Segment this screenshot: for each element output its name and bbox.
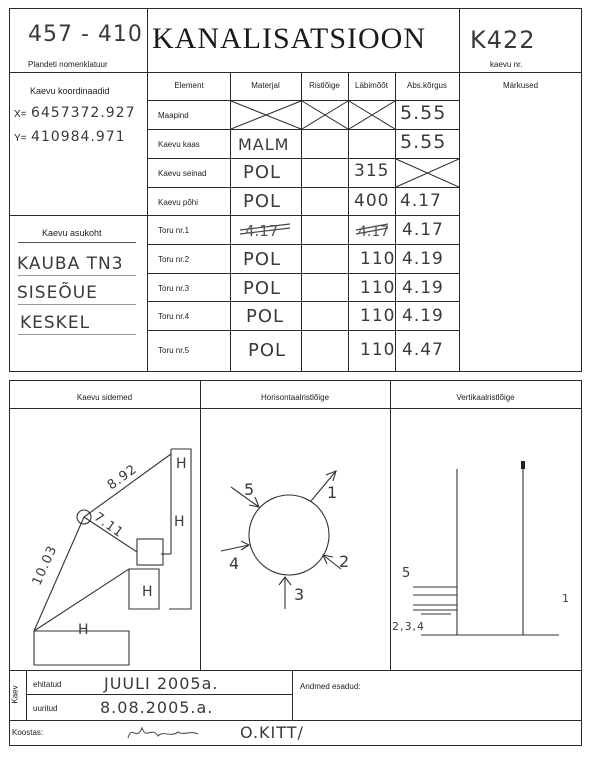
location-line-2: SISEÕUE (17, 283, 98, 303)
footer-section (0, 670, 594, 779)
vertical-label-1: 1 (562, 592, 570, 605)
row-label-pipe-4: Toru nr.4 (158, 312, 190, 321)
cell-pipe2-height: 4.19 (402, 249, 444, 269)
cell-bottom-height: 4.17 (400, 191, 442, 211)
tie-dim-3: 10.03 (29, 543, 61, 588)
cell-pipe5-diameter: 110 (360, 340, 396, 360)
building-letter-1: H (176, 456, 188, 472)
row-label-pipe-1: Toru nr.1 (158, 226, 190, 235)
pipe-label-1: 1 (327, 483, 339, 502)
data-provided-label: Andmed esadud: (300, 682, 361, 691)
inspector-name: O.KITT/ (240, 723, 304, 742)
row-label-pipe-5: Toru nr.5 (158, 346, 190, 355)
ties-sketch (9, 409, 200, 669)
pipe-label-4: 4 (229, 554, 241, 573)
header-section: Ristlõige (309, 81, 340, 90)
svg-text:4.17: 4.17 (358, 224, 390, 240)
element-table (148, 72, 582, 372)
coordinate-y-value: 410984.971 (30, 129, 126, 145)
cell-bottom-material: POL (243, 191, 282, 212)
header-element: Element (174, 81, 204, 90)
coordinate-x: X= 6457372.927 (14, 105, 136, 121)
cell-pipe3-height: 4.19 (402, 278, 444, 298)
coordinate-y: Y= 410984.971 (14, 129, 126, 145)
row-label-bottom: Kaevu põhi (158, 198, 199, 207)
row-label-ground: Maapind (158, 111, 189, 120)
location-line-3: KESKEL (20, 313, 91, 333)
page-title: KANALISATSIOON (152, 22, 426, 55)
pipe-label-2: 2 (339, 552, 351, 571)
cell-pipe1-height: 4.17 (402, 220, 444, 240)
building-letter-3: H (142, 584, 154, 600)
vertical-label-5: 5 (402, 566, 412, 581)
coordinates-label: Kaevu koordinaadid (30, 86, 110, 96)
sketch-title-horizontal: Horisontaalristlõige (260, 393, 330, 402)
cell-pipe4-material: POL (246, 306, 285, 327)
cell-pipe5-material: POL (248, 340, 287, 361)
checked-value: 8.08.2005.a. (100, 698, 214, 717)
cell-walls-material: POL (243, 162, 282, 183)
tie-dim-2: 7.11 (90, 509, 127, 542)
cell-pipe3-material: POL (243, 278, 282, 299)
cell-pipe2-material: POL (243, 249, 282, 270)
checked-label: uuritud (33, 704, 58, 713)
row-label-pipe-3: Toru nr.3 (158, 284, 190, 293)
cell-pipe5-height: 4.47 (402, 340, 444, 360)
sketch-title-vertical: Vertikaalristlõige (456, 393, 515, 402)
header-diameter: Läbimõõt (355, 81, 388, 90)
well-number: K422 (470, 26, 536, 54)
header-height: Abs.kõrgus (406, 81, 448, 90)
svg-text:4.17: 4.17 (245, 222, 279, 240)
cell-walls-diameter: 315 (354, 161, 390, 181)
sketch-section (0, 380, 594, 680)
pipe-label-3: 3 (294, 585, 306, 604)
well-label: kaevu nr. (490, 60, 523, 69)
building-letter-2: H (174, 514, 186, 530)
row-label-cover: Kaevu kaas (158, 140, 200, 149)
cell-ground-height: 5.55 (400, 102, 447, 124)
cell-pipe2-diameter: 110 (360, 249, 396, 269)
cell-pipe4-diameter: 110 (360, 306, 396, 326)
plan-number: 457 - 410 (28, 22, 143, 47)
cell-pipe4-height: 4.19 (402, 306, 444, 326)
header-material: Materjal (251, 81, 280, 90)
surveyed-label: ehitatud (33, 680, 62, 689)
signature (124, 720, 214, 746)
header-notes: Märkused (502, 81, 539, 90)
top-section (0, 0, 594, 372)
plan-label: Plandeti nomenklatuur (28, 60, 108, 69)
row-label-pipe-2: Toru nr.2 (158, 255, 190, 264)
horizontal-section-sketch (201, 409, 390, 669)
vertical-label-234: 2,3,4 (392, 620, 425, 633)
location-label: Kaevu asukoht (42, 228, 102, 238)
cell-bottom-diameter: 400 (354, 191, 390, 211)
building-letter-4: H (78, 622, 90, 638)
cell-pipe3-diameter: 110 (360, 278, 396, 298)
cell-cover-material: MALM (238, 135, 290, 154)
well-side-label: Kaev (10, 685, 20, 704)
sketch-title-ties: Kaevu sidemed (76, 393, 133, 402)
surveyed-value: JUULI 2005a. (104, 674, 219, 693)
tie-dim-1: 8.92 (104, 461, 141, 494)
inspector-label: Koostas: (12, 728, 44, 737)
pipe-label-5: 5 (244, 480, 256, 499)
cell-cover-height: 5.55 (400, 131, 447, 153)
row-label-walls: Kaevu seinad (158, 169, 207, 178)
coordinate-x-value: 6457372.927 (30, 105, 136, 121)
location-line-1: KAUBA TN3 (17, 254, 124, 274)
